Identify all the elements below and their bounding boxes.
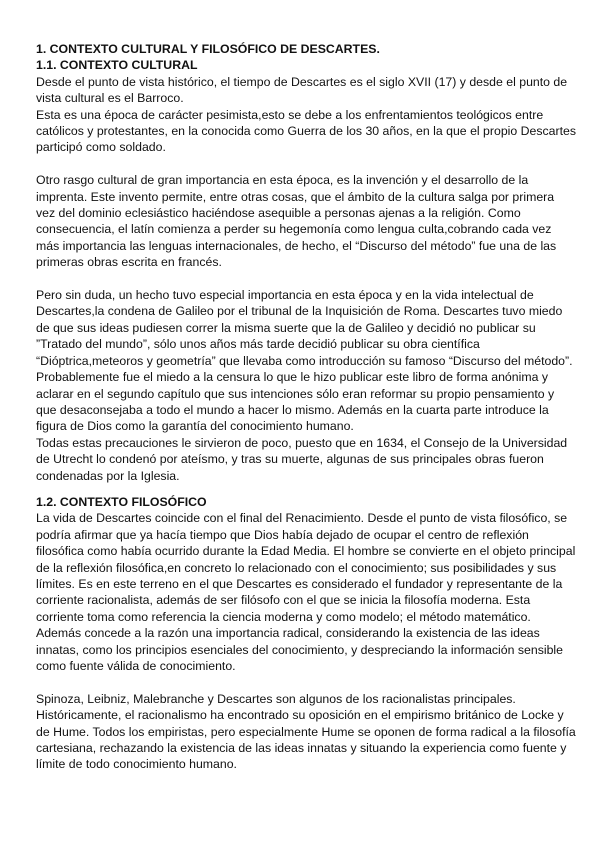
- section-heading-cultural: 1.1. CONTEXTO CULTURAL: [36, 58, 198, 73]
- paragraph: Spinoza, Leibniz, Malebranche y Descartes son algunos de los racionalistas principales. Históricamente, el racionalismo ha encontrado su oposición en el empirismo británico de Locke y de Hume. Todos los empiristas, pero especialmente Hume se oponen de forma radical a la filosofía cartesiana, rechazando la existencia de las ideas innatas y situando la experiencia como fuente y límite de todo conocimiento humano.: [36, 691, 576, 772]
- paragraph: Esta es una época de carácter pesimista,esto se debe a los enfrentamientos teológicos entre católicos y protestantes, en la conocida como Guerra de los 30 años, en la que el propio Descartes participó como soldado.: [36, 107, 577, 155]
- section-spacer: [36, 484, 576, 494]
- paragraph-spacer: [36, 271, 576, 287]
- paragraph: Desde el punto de vista histórico, el tiempo de Descartes es el siglo XVII (17) y desde el punto de vista cultural es el Barroco.: [36, 74, 568, 106]
- section-heading-philosophical: 1.2. CONTEXTO FILOSÓFICO: [36, 494, 207, 509]
- paragraph: Todas estas precauciones le sirvieron de poco, puesto que en 1634, el Consejo de la Universidad de Utrecht lo condenó por ateísmo, y tras su muerte, algunas de sus principales obras fueron condenadas por la Iglesia.: [36, 435, 568, 483]
- document-title: 1. CONTEXTO CULTURAL Y FILOSÓFICO DE DESCARTES.: [36, 42, 380, 56]
- paragraph: La vida de Descartes coincide con el final del Renacimiento. Desde el punto de vista filosófico, se podría afirmar que ya hacía tiempo que Dios había dejado de ocupar el centro de reflexión filosófica como había ocurrido durante la Edad Media. El hombre se convierte en el objeto principal de la reflexión filosófica,en concreto lo relacionado con el conocimiento; sus posibilidades y sus límites. Es en este terreno en el que Descartes es considerado el fundador y representante de la corriente racionalista, además de ser filósofo con el que se inicia la filosofía moderna. Esta corriente toma como referencia la ciencia moderna y como modelo; el método matemático. Además concede a la razón una importancia radical, considerando la existencia de las ideas innatas, como los principios esenciales del conocimiento, y despreciando la información sensible como fuente válida de conocimiento.: [36, 511, 576, 673]
- document-body: [36, 41, 576, 773]
- paragraph-spacer: [36, 674, 576, 690]
- paragraph: Otro rasgo cultural de gran importancia en esta época, es la invención y el desarrollo de la imprenta. Este invento permite, entre otras cosas, que el ámbito de la cultura salga por primera vez del dominio eclesiástico haciéndose asequible a personas ajenas a la religión. Como consecuencia, el latín comienza a perder su hegemonía como lengua culta,cobrando cada vez más importancia las lenguas internacionales, de hecho, el “Discurso del método” fue una de las primeras obras escrita en francés.: [36, 173, 557, 270]
- paragraph-spacer: [36, 156, 576, 172]
- paragraph: Pero sin duda, un hecho tuvo especial importancia en esta época y en la vida intelectual de Descartes,la condena de Galileo por el tribunal de la Inquisición de Roma. Descartes tuvo miedo de que sus ideas pudiesen correr la misma suerte que la de Galileo y decidió no publicar su ”Tratado del mundo”, sólo unos años más tarde decidió publicar su obra científica “Dióptrica,meteoros y geometría” que llevaba como introducción su famoso “Discurso del método”. Probablemente fue el miedo a la censura lo que le hizo publicar este libro de forma anónima y aclarar en el segundo capítulo que sus intenciones sólo eran reformar su propio pensamiento y que desaconsejaba a todo el mundo a hacer lo mismo. Además en la cuarta parte introduce la figura de Dios como la garantía del conocimiento humano.: [36, 288, 573, 434]
